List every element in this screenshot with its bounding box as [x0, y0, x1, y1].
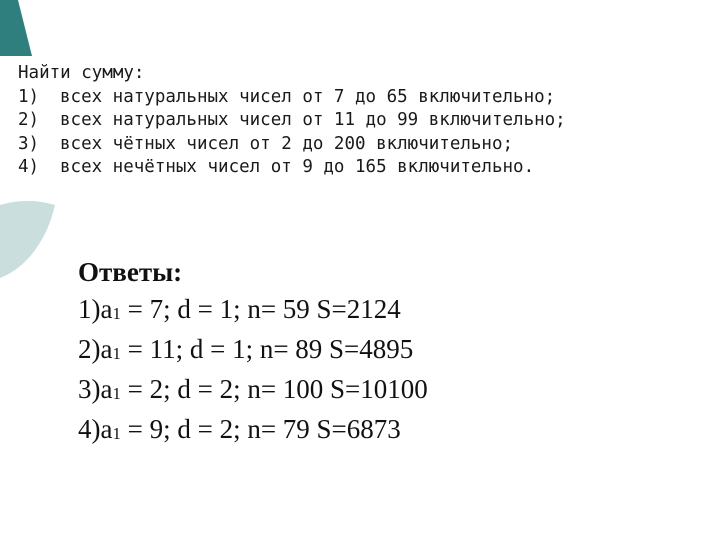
answer-subscript: 1 [112, 423, 121, 443]
answer-rest: = 11; d = 1; n= 89 S=4895 [120, 334, 414, 364]
side-arc-decoration [0, 201, 55, 278]
answer-prefix: 2)a [78, 334, 113, 364]
problem-item-number: 4) [18, 157, 40, 177]
answer-item [78, 291, 428, 331]
problem-heading: Найти сумму: [18, 63, 145, 83]
problem-item [18, 133, 718, 157]
answers-title: Ответы: [78, 257, 183, 287]
answer-prefix: 1)a [78, 294, 113, 324]
problem-item-text: всех натуральных чисел от 11 до 99 включительно; [60, 110, 566, 130]
problem-statement [18, 62, 718, 180]
problem-item-number: 1) [18, 86, 40, 107]
problem-item [18, 156, 718, 180]
answer-rest: = 2; d = 2; n= 100 S=10100 [120, 374, 428, 404]
answer-rest: = 7; d = 1; n= 59 S=2124 [120, 294, 401, 324]
problem-item-text: всех нечётных чисел от 9 до 165 включительно. [60, 157, 535, 177]
answer-subscript: 1 [112, 343, 121, 363]
answer-rest: = 9; d = 2; n= 79 S=6873 [120, 414, 401, 444]
answer-prefix: 4)a [78, 414, 113, 444]
answer-subscript: 1 [112, 303, 121, 323]
answer-prefix: 3)a [78, 374, 113, 404]
answer-item [78, 371, 428, 411]
problem-item [18, 109, 718, 133]
answer-item [78, 411, 428, 451]
answer-subscript: 1 [112, 383, 121, 403]
problem-item-text: всех чётных чисел от 2 до 200 включительно; [60, 133, 514, 154]
problem-item-text: всех натуральных чисел от 7 до 65 включительно; [60, 86, 556, 107]
corner-fill-decoration [0, 0, 32, 56]
answers-block [78, 254, 428, 451]
answer-item [78, 331, 428, 371]
problem-item [18, 86, 718, 110]
problem-item-number: 3) [18, 133, 40, 154]
problem-item-number: 2) [18, 110, 40, 130]
